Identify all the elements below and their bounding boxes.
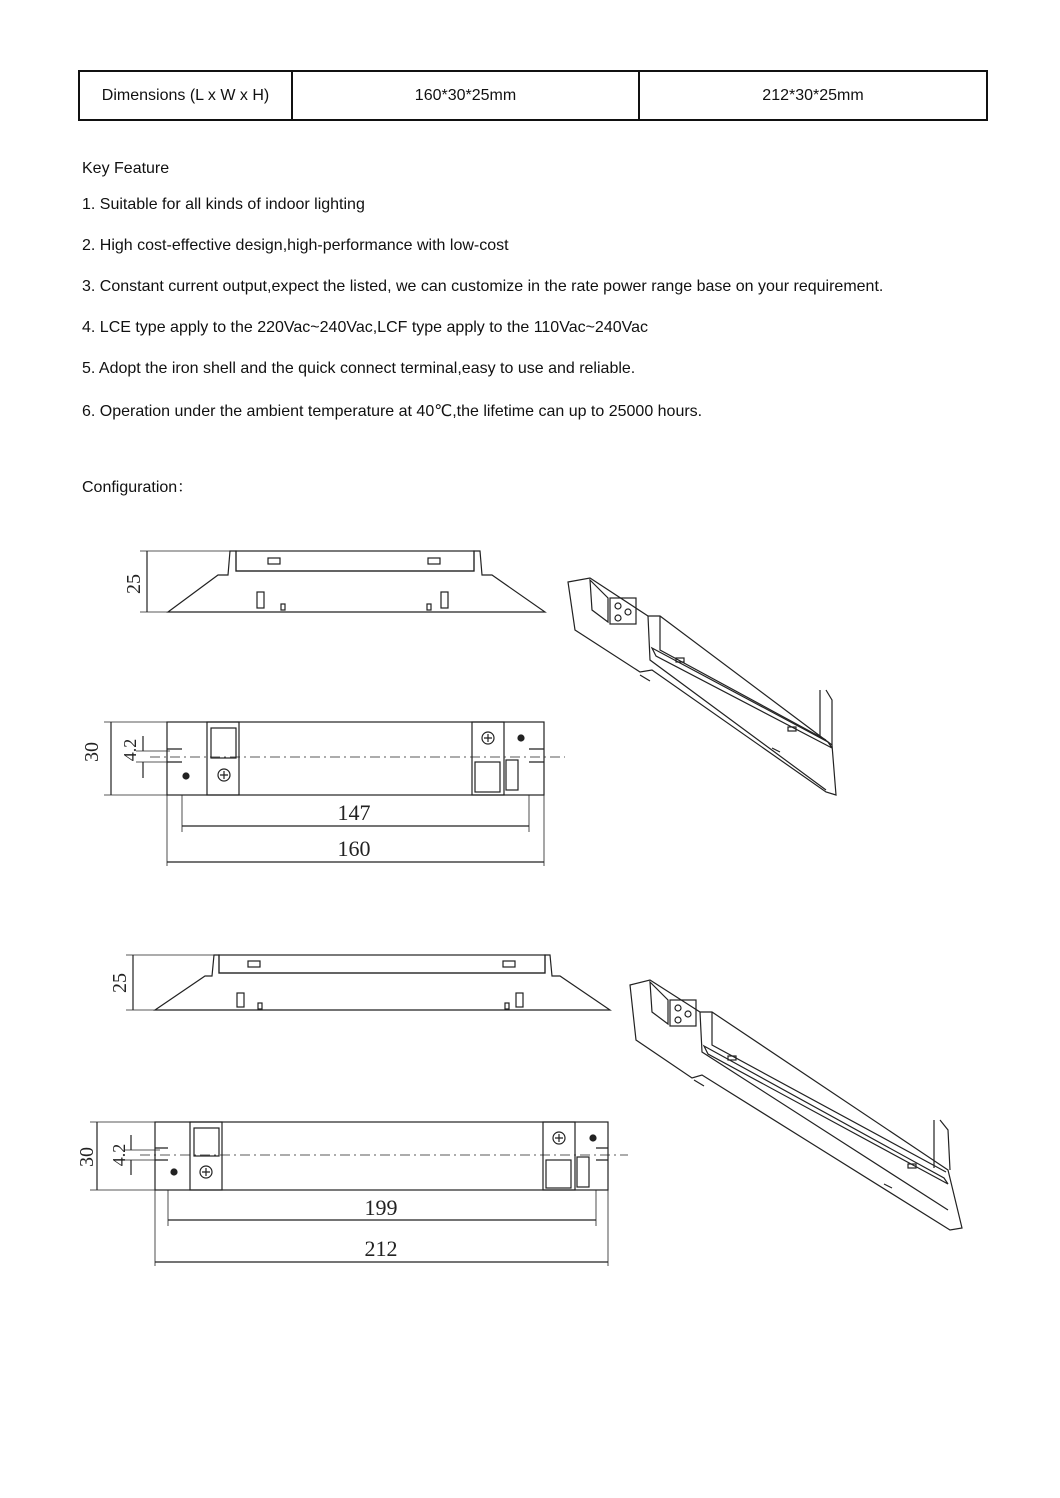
feature-item-3: 3. Constant current output,expect the listed, we can customize in the rate power range base on your requirement. [82,278,884,295]
drawing-160-hole-label: 4.2 [120,738,140,762]
drawing-212-iso-view [630,980,962,1230]
drawing-212-length-label: 212 [364,1236,398,1261]
drawing-160-height-label: 25 [123,574,145,594]
feature-item-4: 4. LCE type apply to the 220Vac~240Vac,LCF type apply to the 110Vac~240Vac [82,319,649,336]
drawing-212-hole-label: 4.2 [109,1143,129,1167]
drawing-160-pitch-label: 147 [337,800,371,825]
dimensions-value-160: 160*30*25mm [292,71,639,120]
drawing-160-width-label: 30 [81,742,103,762]
dimensions-label: Dimensions (L x W x H) [79,71,292,120]
key-feature-heading: Key Feature [82,160,170,177]
drawing-212-side-view [126,955,610,1010]
configuration-heading: Configuration： [82,479,194,496]
feature-item-6: 6. Operation under the ambient temperature at 40℃,the lifetime can up to 25000 hours. [82,403,703,420]
drawing-212-width-label: 30 [76,1147,98,1167]
drawing-212-pitch-label: 199 [364,1195,398,1220]
drawing-212-height-label: 25 [109,973,131,993]
feature-item-5: 5. Adopt the iron shell and the quick connect terminal,easy to use and reliable. [82,360,636,377]
feature-item-1: 1. Suitable for all kinds of indoor lighting [82,196,365,213]
dimensions-value-212: 212*30*25mm [639,71,987,120]
drawing-160-top-view [104,722,565,866]
drawing-212-top-view [90,1122,628,1266]
drawing-160-length-label: 160 [337,836,371,861]
drawing-160-side-view [140,551,545,612]
feature-item-2: 2. High cost-effective design,high-performance with low-cost [82,237,509,254]
drawing-160-iso-view [568,578,836,795]
